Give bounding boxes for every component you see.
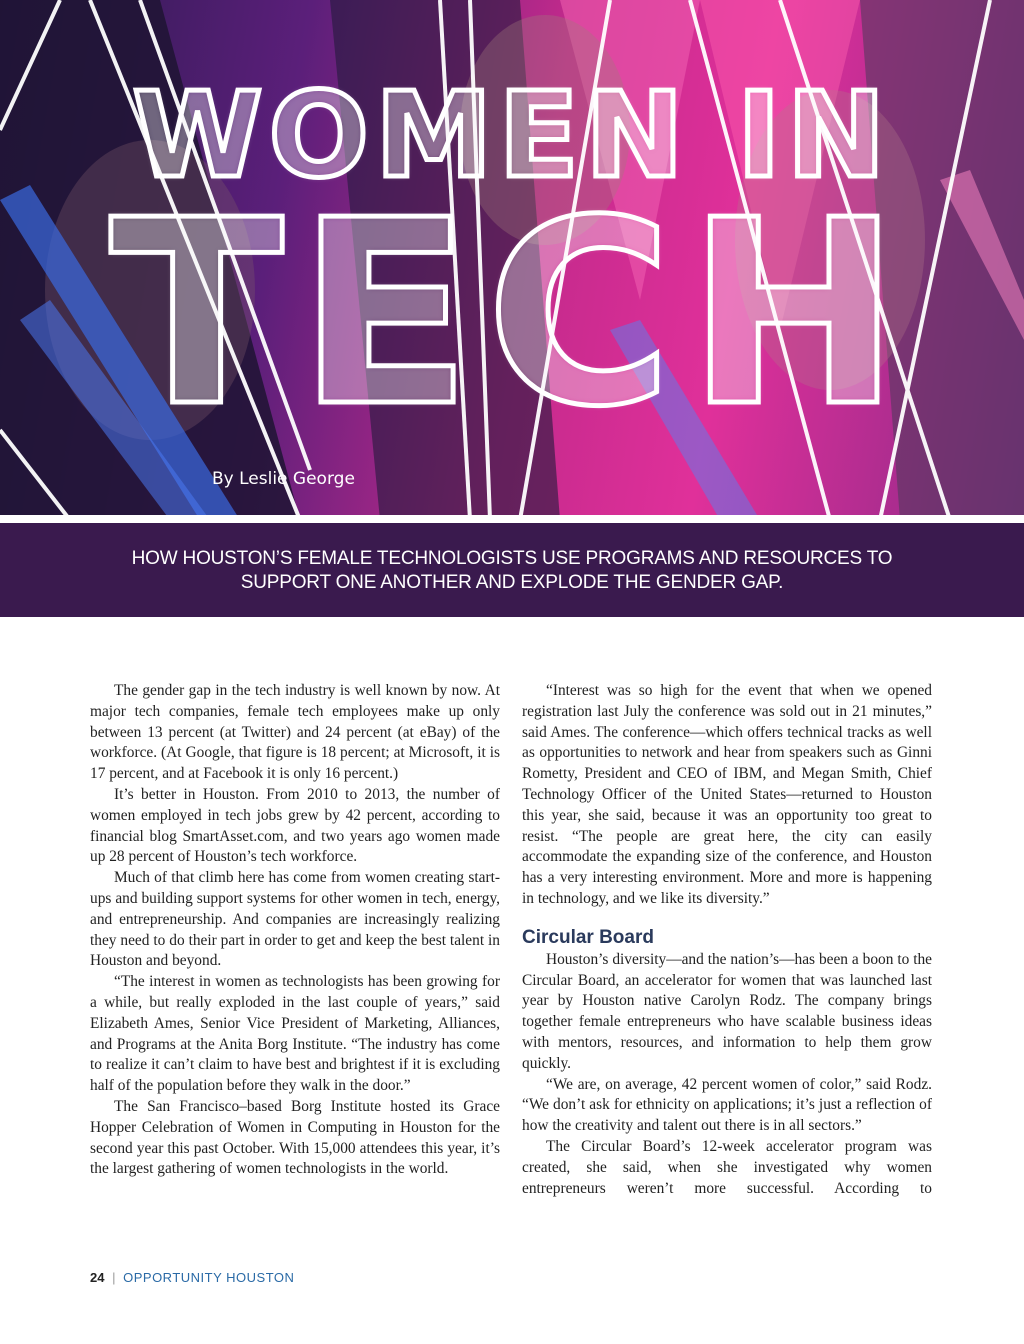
paragraph: The gender gap in the tech industry is well known by now. At major tech companies, female tech employees make up only between 13 percent (at Twitter) and 24 percent (at eBay) of the workforce. (At Google, that figure is 18 percent; at Microsoft, it is 17 percent, and at Facebook it is only 16 percent.) <box>90 682 500 783</box>
paragraph: The Circular Board’s 12-week accelerator program was created, she said, when she investigated why women entrepreneurs weren’t more successful. According to <box>522 1137 932 1197</box>
deck-text <box>60 547 964 595</box>
deck-line-1: HOW HOUSTON’S FEMALE TECHNOLOGISTS USE PROGRAMS AND RESOURCES TO <box>131 548 893 569</box>
paragraph: “The interest in women as technologists has been growing for a while, but really exploded in the last couple of years,” said Elizabeth Ames, Senior Vice President of Marketing, Alliances, and Programs at the Anita Borg Institute. “The industry has come to realize it can’t claim to have best and brightest if it is excluding half of the population before they walk in the door.” <box>90 973 500 1095</box>
page-footer <box>90 1270 294 1285</box>
paragraph: Houston’s diversity—and the nation’s—has been a boon to the Circular Board, an accelerator for women that was launched last year by Houston native Carolyn Rodz. The company brings together female entrepreneurs who have scalable business ideas with mentors, resources, and information to help them grow quickly. <box>522 950 932 1072</box>
body-column-right <box>522 681 932 1199</box>
paragraph: Much of that climb here has come from women creating start-ups and building support systems for other women in tech, energy, and entrepreneurship. And companies are increasingly realizing they need to do their part in order to get and keep the best talent in Houston and beyond. <box>90 869 500 970</box>
paragraph: The San Francisco–based Borg Institute hosted its Grace Hopper Celebration of Women in Computing in Houston for the second year this past October. With 15,000 attendees this year, it’s the largest gathering of women technologists in the world. <box>90 1097 500 1178</box>
footer-separator: | <box>112 1270 116 1285</box>
headline-line-2: TECH <box>109 166 915 463</box>
body-column-left <box>90 681 500 1180</box>
page-number: 24 <box>90 1270 105 1285</box>
headline-line-1: WOMEN IN <box>132 66 892 204</box>
paragraph: “Interest was so high for the event that when we opened registration last July the conference was sold out in 21 minutes,” said Ames. The conference—which offers technical tracks as well as opportunities to network and hear from speakers such as Ginni Rometty, President and CEO of IBM, and Megan Smith, Chief Technology Officer of the United States—returned to Houston this year, she said, because it was an opportunity too great to resist. “The people are great here, the city can easily accommodate the expanding size of the conference, and Houston has a very interesting environment. More and more is happening in technology, and we like its diversity.” <box>522 682 932 907</box>
byline: By Leslie George <box>212 469 355 489</box>
paragraph: “We are, on average, 42 percent women of color,” said Rodz. “We don’t ask for ethnicity on applications; it’s just a reflection of how the creativity and talent out there is in all sectors.” <box>522 1075 932 1135</box>
publication-name: OPPORTUNITY HOUSTON <box>123 1270 295 1285</box>
paragraph: It’s better in Houston. From 2010 to 2013, the number of women employed in tech jobs grew by 42 percent, according to financial blog SmartAsset.com, and two years ago women made up 28 percent of Houston’s tech workforce. <box>90 785 500 866</box>
section-subhead: Circular Board <box>522 926 654 948</box>
deck-band <box>0 520 1024 617</box>
hero-banner <box>0 0 1024 520</box>
deck-line-2: SUPPORT ONE ANOTHER AND EXPLODE THE GENDER GAP. <box>240 572 784 593</box>
